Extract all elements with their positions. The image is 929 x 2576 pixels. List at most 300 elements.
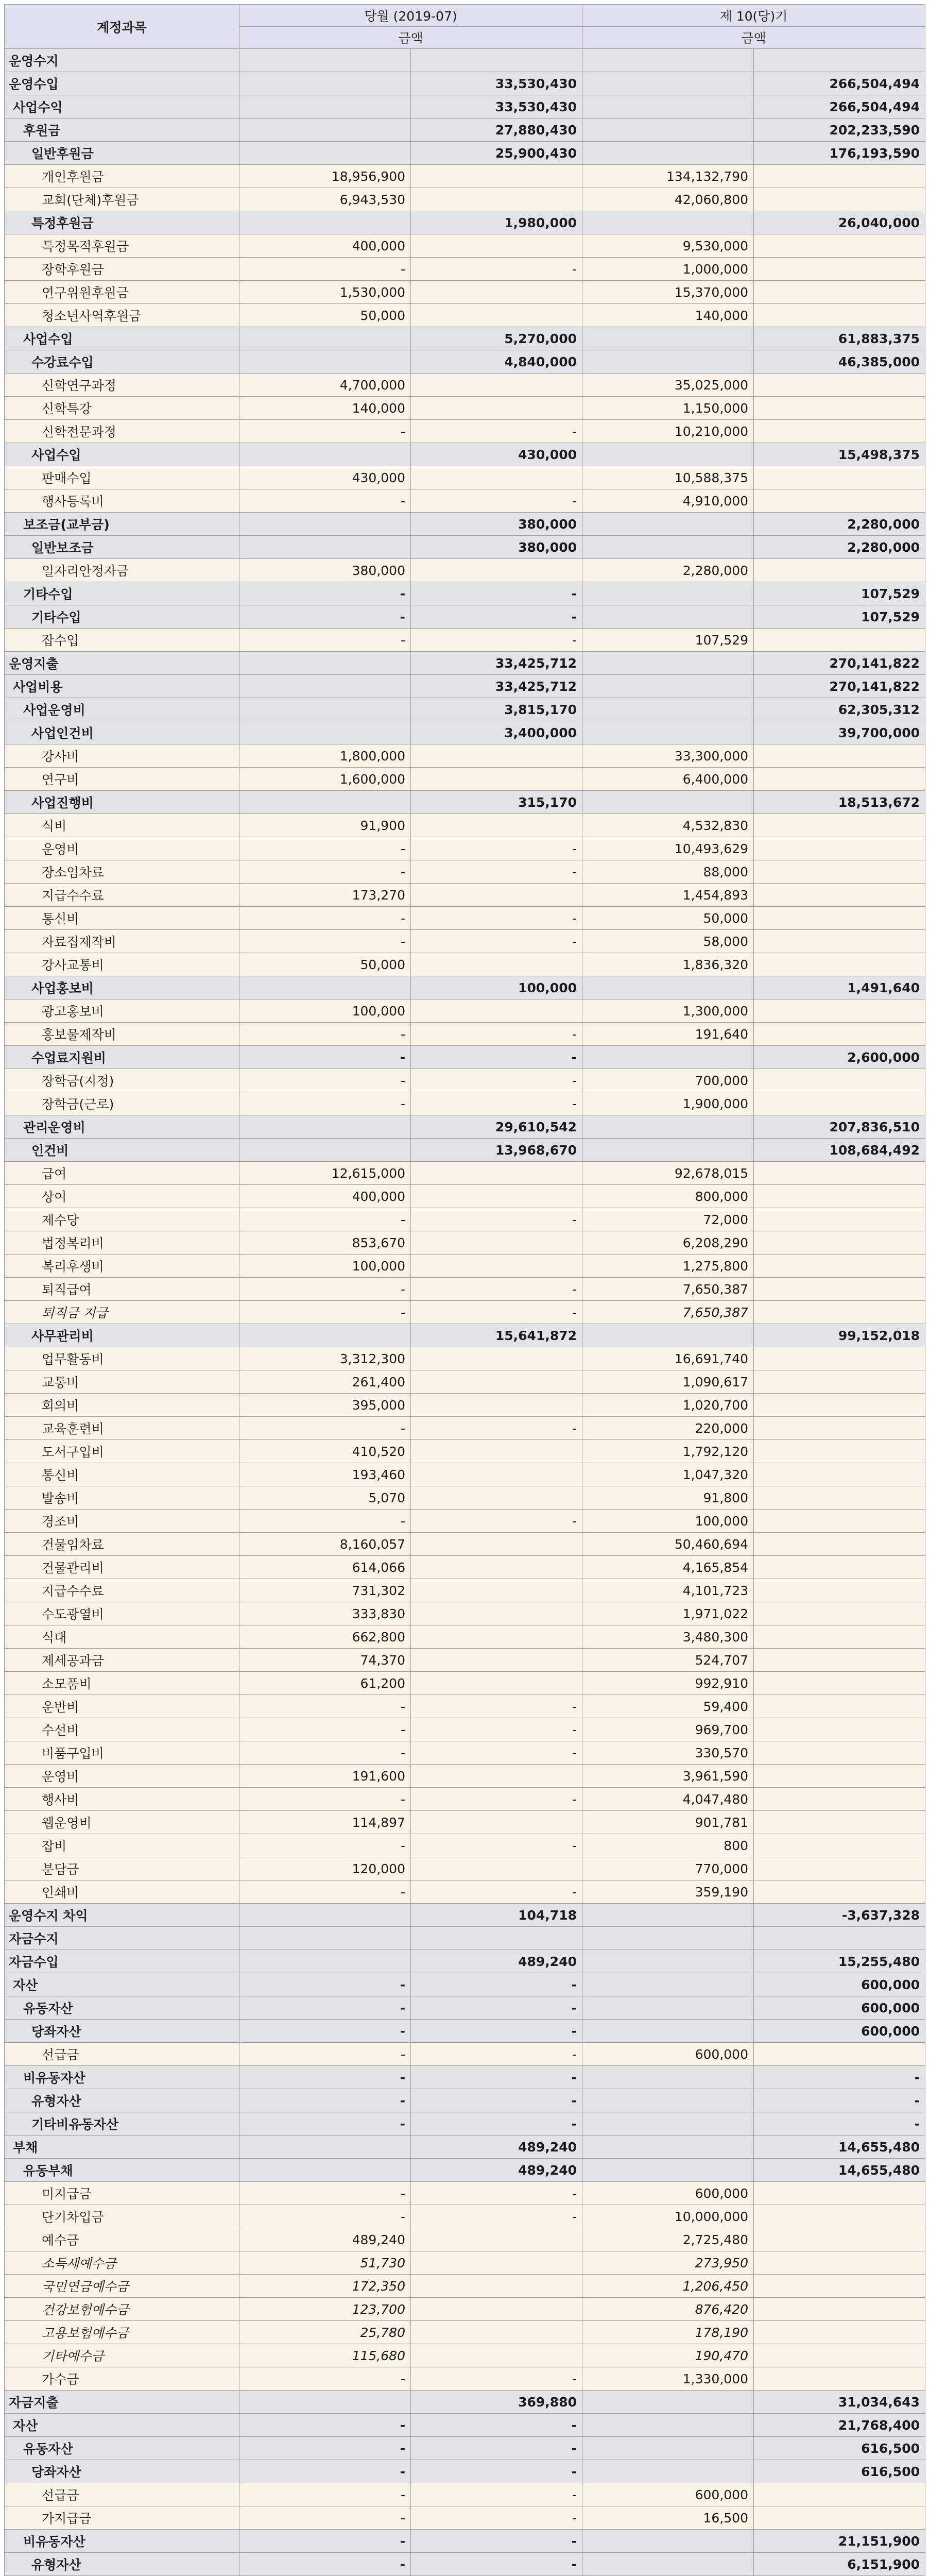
current-detail-amount-cell: - xyxy=(239,1718,411,1741)
account-name-cell: 사업수입 xyxy=(5,443,239,466)
current-detail-amount-cell: - xyxy=(239,1069,411,1092)
current-subtotal-amount-cell: - xyxy=(411,1092,582,1115)
prior-detail-amount-cell xyxy=(582,2437,754,2460)
table-row xyxy=(5,1695,925,1718)
prior-detail-amount-cell: 190,470 xyxy=(582,2344,754,2367)
prior-detail-amount-cell xyxy=(582,2159,754,2182)
prior-detail-amount-cell xyxy=(582,652,754,675)
table-row xyxy=(5,2020,925,2043)
account-name-cell: 특정목적후원금 xyxy=(5,234,239,258)
current-detail-amount-cell: - xyxy=(239,2020,411,2043)
table-row xyxy=(5,2344,925,2367)
account-name-cell: 복리후생비 xyxy=(5,1255,239,1278)
table-row xyxy=(5,1370,925,1394)
current-detail-amount-cell: 120,000 xyxy=(239,1857,411,1880)
prior-detail-amount-cell: 15,370,000 xyxy=(582,281,754,304)
prior-subtotal-amount-cell xyxy=(754,1718,925,1741)
current-subtotal-amount-cell: - xyxy=(411,2553,582,2576)
current-subtotal-amount-cell: - xyxy=(411,1510,582,1533)
current-detail-amount-cell: 50,000 xyxy=(239,304,411,327)
current-subtotal-amount-cell: - xyxy=(411,629,582,652)
current-subtotal-amount-cell: - xyxy=(411,2089,582,2112)
current-subtotal-amount-cell: - xyxy=(411,1741,582,1765)
current-detail-amount-cell: 662,800 xyxy=(239,1625,411,1649)
account-name-cell: 신학연구과정 xyxy=(5,374,239,397)
account-name-cell: 가지급금 xyxy=(5,2506,239,2530)
table-row xyxy=(5,211,925,234)
current-detail-amount-cell: - xyxy=(239,1834,411,1857)
current-subtotal-amount-cell: - xyxy=(411,1278,582,1301)
prior-subtotal-amount-cell xyxy=(754,999,925,1023)
table-row xyxy=(5,2506,925,2530)
current-subtotal-amount-cell: - xyxy=(411,1417,582,1440)
table-row xyxy=(5,1579,925,1602)
account-name-cell: 수도광열비 xyxy=(5,1602,239,1625)
table-row xyxy=(5,1278,925,1301)
table-row xyxy=(5,304,925,327)
prior-amount-header: 금액 xyxy=(582,27,925,49)
current-detail-amount-cell: 74,370 xyxy=(239,1649,411,1672)
prior-period-header: 제 10(당)기 xyxy=(582,5,925,27)
current-detail-amount-cell xyxy=(239,976,411,999)
current-detail-amount-cell: - xyxy=(239,2553,411,2576)
account-name-cell: 수강료수입 xyxy=(5,350,239,374)
prior-subtotal-amount-cell: 21,768,400 xyxy=(754,2414,925,2437)
prior-detail-amount-cell xyxy=(582,72,754,95)
prior-detail-amount-cell: 91,800 xyxy=(582,1486,754,1510)
prior-detail-amount-cell: 1,300,000 xyxy=(582,999,754,1023)
current-subtotal-amount-cell xyxy=(411,768,582,791)
table-row xyxy=(5,327,925,350)
account-name-cell: 사업운영비 xyxy=(5,698,239,721)
current-subtotal-amount-cell: - xyxy=(411,2414,582,2437)
current-subtotal-amount-cell: 33,425,712 xyxy=(411,652,582,675)
current-subtotal-amount-cell xyxy=(411,165,582,188)
account-name-cell: 교회(단체)후원금 xyxy=(5,188,239,211)
prior-detail-amount-cell: 2,725,480 xyxy=(582,2228,754,2251)
account-column-header: 계정과목 xyxy=(5,5,239,49)
prior-detail-amount-cell xyxy=(582,2136,754,2159)
table-row xyxy=(5,2275,925,2298)
current-subtotal-amount-cell: 4,840,000 xyxy=(411,350,582,374)
prior-detail-amount-cell xyxy=(582,513,754,536)
table-row xyxy=(5,1394,925,1417)
current-subtotal-amount-cell xyxy=(411,1231,582,1255)
prior-detail-amount-cell xyxy=(582,211,754,234)
current-subtotal-amount-cell xyxy=(411,304,582,327)
account-name-cell: 건물임차료 xyxy=(5,1533,239,1556)
table-row xyxy=(5,1185,925,1208)
prior-subtotal-amount-cell: - xyxy=(754,2112,925,2136)
current-detail-amount-cell xyxy=(239,2136,411,2159)
prior-subtotal-amount-cell xyxy=(754,1394,925,1417)
prior-detail-amount-cell: 72,000 xyxy=(582,1208,754,1231)
current-detail-amount-cell: 400,000 xyxy=(239,1185,411,1208)
prior-subtotal-amount-cell xyxy=(754,1162,925,1185)
current-subtotal-amount-cell: - xyxy=(411,1301,582,1324)
table-row xyxy=(5,930,925,953)
table-row xyxy=(5,258,925,281)
account-name-cell: 지급수수료 xyxy=(5,884,239,907)
account-name-cell: 자산 xyxy=(5,2414,239,2437)
current-subtotal-amount-cell xyxy=(411,234,582,258)
current-subtotal-amount-cell xyxy=(411,1625,582,1649)
current-detail-amount-cell: - xyxy=(239,930,411,953)
account-name-cell: 비품구입비 xyxy=(5,1741,239,1765)
current-amount-header: 금액 xyxy=(239,27,582,49)
prior-subtotal-amount-cell xyxy=(754,397,925,420)
table-row xyxy=(5,999,925,1023)
current-subtotal-amount-cell: - xyxy=(411,2182,582,2205)
prior-subtotal-amount-cell xyxy=(754,629,925,652)
current-subtotal-amount-cell: 3,400,000 xyxy=(411,721,582,744)
current-detail-amount-cell: - xyxy=(239,1417,411,1440)
account-name-cell: 운영비 xyxy=(5,1765,239,1788)
table-row xyxy=(5,1718,925,1741)
current-detail-amount-cell: - xyxy=(239,1510,411,1533)
current-subtotal-amount-cell: 27,880,430 xyxy=(411,118,582,142)
current-subtotal-amount-cell: - xyxy=(411,1718,582,1741)
table-row xyxy=(5,652,925,675)
prior-detail-amount-cell: 220,000 xyxy=(582,1417,754,1440)
current-detail-amount-cell: 100,000 xyxy=(239,1255,411,1278)
prior-detail-amount-cell: 1,150,000 xyxy=(582,397,754,420)
account-name-cell: 잡비 xyxy=(5,1834,239,1857)
prior-detail-amount-cell: 1,900,000 xyxy=(582,1092,754,1115)
current-detail-amount-cell: - xyxy=(239,420,411,443)
current-subtotal-amount-cell: - xyxy=(411,1069,582,1092)
income-expense-table xyxy=(4,4,925,2576)
current-detail-amount-cell: - xyxy=(239,1788,411,1811)
table-row xyxy=(5,1510,925,1533)
current-subtotal-amount-cell xyxy=(411,397,582,420)
account-name-cell: 비유동자산 xyxy=(5,2530,239,2553)
account-name-cell: 통신비 xyxy=(5,907,239,930)
account-name-cell: 웹운영비 xyxy=(5,1811,239,1834)
prior-detail-amount-cell xyxy=(582,2553,754,2576)
table-row xyxy=(5,350,925,374)
prior-subtotal-amount-cell xyxy=(754,1695,925,1718)
account-name-cell: 업무활동비 xyxy=(5,1347,239,1370)
prior-detail-amount-cell: 88,000 xyxy=(582,860,754,884)
table-row xyxy=(5,884,925,907)
account-name-cell: 당좌자산 xyxy=(5,2020,239,2043)
current-subtotal-amount-cell: - xyxy=(411,1973,582,1996)
account-name-cell: 사업인건비 xyxy=(5,721,239,744)
prior-detail-amount-cell: 2,280,000 xyxy=(582,559,754,582)
account-name-cell: 행사등록비 xyxy=(5,489,239,513)
prior-detail-amount-cell: 59,400 xyxy=(582,1695,754,1718)
current-detail-amount-cell: 3,312,300 xyxy=(239,1347,411,1370)
current-detail-amount-cell: 489,240 xyxy=(239,2228,411,2251)
prior-detail-amount-cell: 800 xyxy=(582,1834,754,1857)
current-detail-amount-cell: - xyxy=(239,258,411,281)
current-detail-amount-cell: - xyxy=(239,1301,411,1324)
prior-subtotal-amount-cell: 266,504,494 xyxy=(754,95,925,118)
current-detail-amount-cell: 853,670 xyxy=(239,1231,411,1255)
current-subtotal-amount-cell xyxy=(411,1185,582,1208)
account-name-cell: 퇴직금 지급 xyxy=(5,1301,239,1324)
table-row xyxy=(5,605,925,629)
prior-detail-amount-cell: 1,206,450 xyxy=(582,2275,754,2298)
prior-detail-amount-cell: 50,460,694 xyxy=(582,1533,754,1556)
current-detail-amount-cell: 140,000 xyxy=(239,397,411,420)
table-row xyxy=(5,1996,925,2020)
prior-subtotal-amount-cell xyxy=(754,466,925,489)
account-name-cell: 장학금(지정) xyxy=(5,1069,239,1092)
prior-subtotal-amount-cell xyxy=(754,1347,925,1370)
current-subtotal-amount-cell: 13,968,670 xyxy=(411,1139,582,1162)
current-subtotal-amount-cell: 33,425,712 xyxy=(411,675,582,698)
current-subtotal-amount-cell xyxy=(411,1811,582,1834)
prior-subtotal-amount-cell: 15,255,480 xyxy=(754,1950,925,1973)
current-period-header: 당월 (2019-07) xyxy=(239,5,582,27)
current-detail-amount-cell: - xyxy=(239,1092,411,1115)
prior-detail-amount-cell xyxy=(582,2112,754,2136)
current-detail-amount-cell: - xyxy=(239,860,411,884)
prior-subtotal-amount-cell xyxy=(754,884,925,907)
prior-detail-amount-cell xyxy=(582,49,754,72)
account-name-cell: 기타비유동자산 xyxy=(5,2112,239,2136)
prior-subtotal-amount-cell xyxy=(754,860,925,884)
table-row xyxy=(5,2391,925,2414)
current-detail-amount-cell: 50,000 xyxy=(239,953,411,976)
prior-subtotal-amount-cell xyxy=(754,1765,925,1788)
current-detail-amount-cell: - xyxy=(239,1880,411,1904)
current-subtotal-amount-cell xyxy=(411,1556,582,1579)
prior-subtotal-amount-cell xyxy=(754,1486,925,1510)
account-name-cell: 관리운영비 xyxy=(5,1115,239,1139)
account-name-cell: 운영지출 xyxy=(5,652,239,675)
account-name-cell: 고용보험예수금 xyxy=(5,2321,239,2344)
prior-subtotal-amount-cell xyxy=(754,1417,925,1440)
current-detail-amount-cell: 18,956,900 xyxy=(239,165,411,188)
prior-detail-amount-cell: 600,000 xyxy=(582,2043,754,2066)
current-detail-amount-cell: 6,943,530 xyxy=(239,188,411,211)
prior-subtotal-amount-cell xyxy=(754,2344,925,2367)
account-name-cell: 지급수수료 xyxy=(5,1579,239,1602)
table-row xyxy=(5,1208,925,1231)
prior-subtotal-amount-cell: 202,233,590 xyxy=(754,118,925,142)
account-name-cell: 분담금 xyxy=(5,1857,239,1880)
current-subtotal-amount-cell xyxy=(411,884,582,907)
current-subtotal-amount-cell: 380,000 xyxy=(411,536,582,559)
table-row xyxy=(5,2043,925,2066)
current-detail-amount-cell: 1,800,000 xyxy=(239,744,411,768)
current-subtotal-amount-cell: - xyxy=(411,1788,582,1811)
table-row xyxy=(5,397,925,420)
table-row xyxy=(5,559,925,582)
account-name-cell: 일반보조금 xyxy=(5,536,239,559)
prior-detail-amount-cell: 700,000 xyxy=(582,1069,754,1092)
prior-subtotal-amount-cell xyxy=(754,2275,925,2298)
prior-detail-amount-cell: 1,836,320 xyxy=(582,953,754,976)
account-name-cell: 개인후원금 xyxy=(5,165,239,188)
current-subtotal-amount-cell: 315,170 xyxy=(411,791,582,814)
current-subtotal-amount-cell: 100,000 xyxy=(411,976,582,999)
prior-detail-amount-cell xyxy=(582,1973,754,1996)
prior-detail-amount-cell xyxy=(582,1324,754,1347)
account-name-cell: 장학금(근로) xyxy=(5,1092,239,1115)
prior-detail-amount-cell: 16,500 xyxy=(582,2506,754,2530)
current-detail-amount-cell: 115,680 xyxy=(239,2344,411,2367)
current-detail-amount-cell: 51,730 xyxy=(239,2251,411,2275)
table-row xyxy=(5,420,925,443)
current-subtotal-amount-cell: - xyxy=(411,420,582,443)
current-subtotal-amount-cell xyxy=(411,1579,582,1602)
prior-subtotal-amount-cell xyxy=(754,559,925,582)
current-subtotal-amount-cell xyxy=(411,2321,582,2344)
prior-subtotal-amount-cell: 6,151,900 xyxy=(754,2553,925,2576)
prior-detail-amount-cell: 273,950 xyxy=(582,2251,754,2275)
prior-subtotal-amount-cell: 266,504,494 xyxy=(754,72,925,95)
current-subtotal-amount-cell xyxy=(411,1765,582,1788)
current-subtotal-amount-cell: - xyxy=(411,1208,582,1231)
prior-subtotal-amount-cell xyxy=(754,2228,925,2251)
prior-detail-amount-cell: 191,640 xyxy=(582,1023,754,1046)
current-subtotal-amount-cell xyxy=(411,49,582,72)
current-detail-amount-cell xyxy=(239,72,411,95)
current-detail-amount-cell: 333,830 xyxy=(239,1602,411,1625)
account-name-cell: 자금수지 xyxy=(5,1927,239,1950)
current-detail-amount-cell: 173,270 xyxy=(239,884,411,907)
current-subtotal-amount-cell: 430,000 xyxy=(411,443,582,466)
current-detail-amount-cell: - xyxy=(239,629,411,652)
table-row xyxy=(5,2530,925,2553)
current-subtotal-amount-cell: - xyxy=(411,258,582,281)
account-name-cell: 비유동자산 xyxy=(5,2066,239,2089)
table-row xyxy=(5,2553,925,2576)
current-detail-amount-cell: 731,302 xyxy=(239,1579,411,1602)
table-row xyxy=(5,1788,925,1811)
current-subtotal-amount-cell: 29,610,542 xyxy=(411,1115,582,1139)
prior-detail-amount-cell xyxy=(582,1996,754,2020)
prior-subtotal-amount-cell xyxy=(754,814,925,837)
account-name-cell: 부채 xyxy=(5,2136,239,2159)
current-subtotal-amount-cell xyxy=(411,2275,582,2298)
table-row xyxy=(5,1255,925,1278)
current-subtotal-amount-cell: - xyxy=(411,1023,582,1046)
table-row xyxy=(5,1857,925,1880)
prior-detail-amount-cell: 178,190 xyxy=(582,2321,754,2344)
account-name-cell: 운영비 xyxy=(5,837,239,860)
current-subtotal-amount-cell: - xyxy=(411,2043,582,2066)
table-row xyxy=(5,791,925,814)
table-row xyxy=(5,2367,925,2391)
prior-subtotal-amount-cell: 2,600,000 xyxy=(754,1046,925,1069)
table-row xyxy=(5,118,925,142)
prior-subtotal-amount-cell xyxy=(754,1788,925,1811)
current-detail-amount-cell xyxy=(239,118,411,142)
current-subtotal-amount-cell: - xyxy=(411,489,582,513)
current-detail-amount-cell xyxy=(239,1324,411,1347)
current-subtotal-amount-cell xyxy=(411,1857,582,1880)
prior-subtotal-amount-cell: 2,280,000 xyxy=(754,536,925,559)
account-name-cell: 사업홍보비 xyxy=(5,976,239,999)
current-subtotal-amount-cell: - xyxy=(411,1834,582,1857)
current-detail-amount-cell: - xyxy=(239,1741,411,1765)
table-row xyxy=(5,837,925,860)
current-detail-amount-cell: 614,066 xyxy=(239,1556,411,1579)
current-subtotal-amount-cell xyxy=(411,188,582,211)
prior-subtotal-amount-cell: -3,637,328 xyxy=(754,1904,925,1927)
current-subtotal-amount-cell: 489,240 xyxy=(411,1950,582,1973)
table-row xyxy=(5,907,925,930)
account-name-cell: 운영수지 xyxy=(5,49,239,72)
prior-detail-amount-cell: 330,570 xyxy=(582,1741,754,1765)
table-row xyxy=(5,2228,925,2251)
prior-subtotal-amount-cell xyxy=(754,1185,925,1208)
current-subtotal-amount-cell: 25,900,430 xyxy=(411,142,582,165)
account-name-cell: 사업진행비 xyxy=(5,791,239,814)
account-name-cell: 잡수입 xyxy=(5,629,239,652)
prior-subtotal-amount-cell xyxy=(754,234,925,258)
table-row xyxy=(5,1046,925,1069)
prior-subtotal-amount-cell xyxy=(754,2506,925,2530)
current-detail-amount-cell: - xyxy=(239,2182,411,2205)
current-detail-amount-cell: 191,600 xyxy=(239,1765,411,1788)
account-name-cell: 제수당 xyxy=(5,1208,239,1231)
current-detail-amount-cell: - xyxy=(239,489,411,513)
current-detail-amount-cell: 100,000 xyxy=(239,999,411,1023)
prior-detail-amount-cell: 6,400,000 xyxy=(582,768,754,791)
current-subtotal-amount-cell: - xyxy=(411,907,582,930)
prior-detail-amount-cell: 42,060,800 xyxy=(582,188,754,211)
account-name-cell: 유동부채 xyxy=(5,2159,239,2182)
prior-detail-amount-cell: 107,529 xyxy=(582,629,754,652)
prior-detail-amount-cell: 3,480,300 xyxy=(582,1625,754,1649)
current-detail-amount-cell: 12,615,000 xyxy=(239,1162,411,1185)
prior-subtotal-amount-cell xyxy=(754,1880,925,1904)
current-detail-amount-cell xyxy=(239,327,411,350)
prior-subtotal-amount-cell xyxy=(754,2205,925,2228)
prior-subtotal-amount-cell xyxy=(754,2251,925,2275)
account-name-cell: 교육훈련비 xyxy=(5,1417,239,1440)
current-subtotal-amount-cell: 1,980,000 xyxy=(411,211,582,234)
account-name-cell: 법정복리비 xyxy=(5,1231,239,1255)
account-name-cell: 특정후원금 xyxy=(5,211,239,234)
prior-detail-amount-cell xyxy=(582,582,754,605)
prior-subtotal-amount-cell xyxy=(754,2483,925,2506)
prior-subtotal-amount-cell xyxy=(754,1023,925,1046)
prior-subtotal-amount-cell: 1,491,640 xyxy=(754,976,925,999)
current-detail-amount-cell xyxy=(239,1927,411,1950)
prior-subtotal-amount-cell: 99,152,018 xyxy=(754,1324,925,1347)
prior-subtotal-amount-cell xyxy=(754,1092,925,1115)
current-detail-amount-cell: 114,897 xyxy=(239,1811,411,1834)
prior-subtotal-amount-cell xyxy=(754,1533,925,1556)
current-detail-amount-cell: - xyxy=(239,1278,411,1301)
prior-detail-amount-cell: 9,530,000 xyxy=(582,234,754,258)
current-subtotal-amount-cell: 33,530,430 xyxy=(411,95,582,118)
current-detail-amount-cell xyxy=(239,350,411,374)
current-subtotal-amount-cell: - xyxy=(411,2367,582,2391)
prior-detail-amount-cell: 600,000 xyxy=(582,2483,754,2506)
account-name-cell: 일자리안정자금 xyxy=(5,559,239,582)
current-subtotal-amount-cell xyxy=(411,2344,582,2367)
table-row xyxy=(5,2159,925,2182)
prior-detail-amount-cell: 524,707 xyxy=(582,1649,754,1672)
prior-detail-amount-cell: 992,910 xyxy=(582,1672,754,1695)
prior-subtotal-amount-cell: 61,883,375 xyxy=(754,327,925,350)
table-row xyxy=(5,1556,925,1579)
current-subtotal-amount-cell: 5,270,000 xyxy=(411,327,582,350)
current-detail-amount-cell xyxy=(239,698,411,721)
prior-subtotal-amount-cell: 15,498,375 xyxy=(754,443,925,466)
current-detail-amount-cell: - xyxy=(239,2112,411,2136)
account-name-cell: 도서구입비 xyxy=(5,1440,239,1463)
prior-subtotal-amount-cell xyxy=(754,489,925,513)
